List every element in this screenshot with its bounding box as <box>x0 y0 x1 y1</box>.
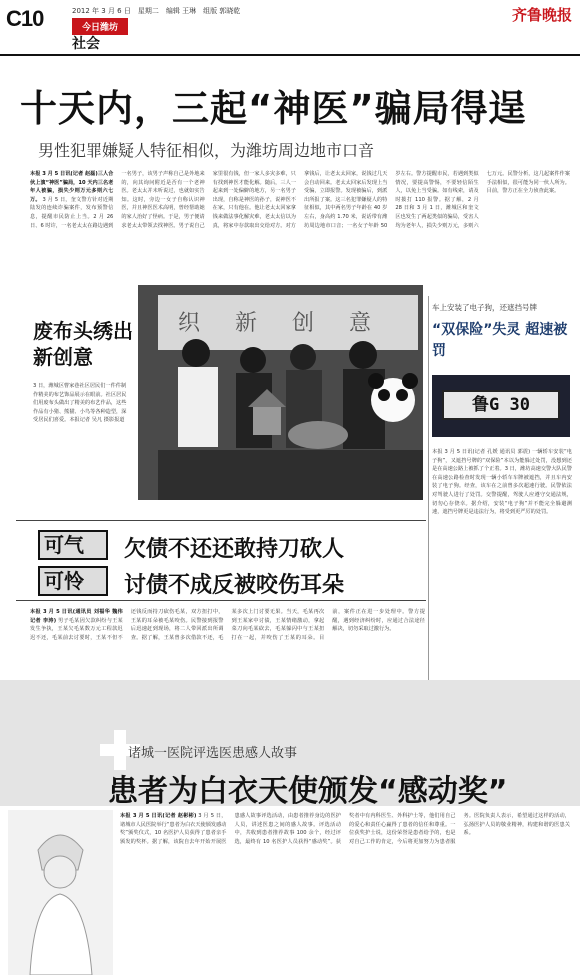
sidebar-divider <box>428 296 429 696</box>
lower-story-body-text: 3 月 5 日，诸城市人民医院举行“患者为白衣天使颁发感动奖”颁奖仪式，10 名医护人员获得了患者亲手颁发的奖杯。据了解，该院自去年开始开展医患感人故事评选活动，由患者推荐身边的医护人员，讲述医患之间的感人故事。评选活动中，共收到患者推荐故事 100 余个，经过评选，最终有 10 名医护人员获得“感动奖”。获奖者中有内科医生、外科护士等，他们用自己的爱心和责任心赢得了患者的信任和尊重。一位获奖护士说，这份荣誉是患者给予的，也是对自己工作的肯定，今后将更加努力为患者服务。医院负责人表示，希望通过这样的活动，弘扬医护人员的敬业精神，构建和谐的医患关系。 <box>120 813 570 845</box>
license-plate: 鲁G 30 <box>442 390 560 420</box>
rule-bottom <box>16 600 426 601</box>
lower-story-body <box>120 812 570 972</box>
nurse-illustration <box>8 810 113 975</box>
lead-body <box>30 170 570 280</box>
lead-body-text: 3 月 5 日，奎文警方针对近期陆发的连续诈骗案件，发布预警信息，提醒市民防止上当。2 月 26 日、6 时许，一名老太太在路边遇到一名男子，该男子声称自己是外地来的，向其询问附近是否有一个老神医。老太太并未听说过，也就如实告知。这时，旁边一女子自称认识神医，并且神医医术高明，曾经帮助她的家人治好了怪病。于是，男子便请求老太太带领去找神医。男子说自己家里很有钱，但一家人多灾多难，只有找到神医才能化解。随后，三人一起来到一处偏僻的地方，另一名男子出现，自称是神医的孙子，说神医不在家，只有他在。他让老太太回家拿钱来做法事化解灾难，老太太信以为真，将家中存款取出交给对方。对方拿钱后，让老太太回家，说钱过几天会自动回来。老太太回家后发现上当受骗，立即报警。发现被骗后，到派出所报了案。这三名犯罪嫌疑人的特征相似，其中两名男子年龄在 40 岁左右，身高约 1.70 米，说话带有潍坊周边地市口音；一名女子年龄 50 岁左右。警方提醒市民，若遇到类似情况，要提高警惕，不要轻信陌生人，以免上当受骗。如有线索，请及时拨打 110 报警。据了解，2 月 28 日和 3 月 1 日，潍城区和奎文区也发生了两起类似的骗局，受害人均为老年人，损失少则万元，多则六七万元。民警分析，这几起案件作案手法相似，很可能为同一伙人所为。目前，警方正在全力侦查此案。 <box>30 171 570 229</box>
photo-story-text: 3 日，潍城区曹家巷社区居民们一件件制作精美的布艺饰品展示在眼前。社区居民们用废布头做出了精美的布艺作品，这些作品有小猪、熊猫、小鸟等各种造型，深受居民们喜爱。本报记者 吴凡 摄影报道 <box>33 383 127 424</box>
sidebar-kicker: 车上安装了电子狗，还遮挡号牌 <box>432 303 537 312</box>
sidebar-title: “双保险”失灵 超速被罚 <box>432 322 568 359</box>
page-number: C10 <box>6 6 44 31</box>
sidebar-body: 本报 3 月 5 日讯(记者 孔媛 通讯员 郭震) 一辆轿车安装“电子狗”，又遮挡号牌的“双保险”本以为能躲过处罚，没想到还是在高速公路上被抓了个正着。3 日，潍坊高速交警大队民警在高速公路检查时发现一辆小轿车车牌被遮挡，并且车内安装了电子狗。经查，该车在之前曾多次超速行驶。民警依法对驾驶人进行了处罚。交警提醒，驾驶人应遵守交通法规，切勿心存侥幸。据介绍，安装“电子狗”并不能完全躲避测速，遮挡号牌更是违法行为，将受到更严厉的处罚。 <box>432 449 572 516</box>
lower-story-lede: 本报 3 月 5 日讯(记者 赵彬彬) <box>120 813 197 819</box>
debt-lede: 本报 3 月 5 日讯(通讯员 刘福华 魏伟 记者 李涛) <box>30 609 123 624</box>
banner-sign: 织 新 创 意 <box>178 311 385 336</box>
lead-lede: 本报 3 月 5 日讯(记者 赵磊)三人合伙上演“神医”骗局，10 天内三名老年人被骗，损失少则万元多则六七万。 <box>30 171 114 203</box>
debt-headline-2: 讨债不成反被咬伤耳朵 <box>124 573 345 598</box>
debt-headline-1: 欠债不还还敢持刀砍人 <box>124 537 345 562</box>
lead-headline: 十天内，三起“神医”骗局得逞 <box>20 87 527 130</box>
section-tag: 今日潍坊 <box>72 18 128 35</box>
section-name: 社会 <box>72 36 100 52</box>
debt-body-text: 男子毛某因欠款纠纷与王某发生争执，王某欠毛某数万元工程款迟迟不还，毛某前去讨要时，王某不但不还钱反而持刀砍伤毛某，双方扭打中，王某的耳朵被毛某咬伤。民警接到报警后迅速赶到现场，将二人带回派出所调查。据了解，王某曾多次借款不还，毛某多次上门讨要无果。当天，毛某再次到王某家中讨债，王某情绪激动，拿起菜刀向毛某砍去，毛某躲闪中与王某扭打在一起，并咬伤了王某的耳朵。目前，案件正在进一步处理中。警方提醒，遇到经济纠纷时，应通过合法途径解决，切勿采取过激行为。 <box>30 609 425 641</box>
lead-subhead: 男性犯罪嫌疑人特征相似，为潍坊周边地市口音 <box>38 141 375 160</box>
lower-story-headline: 患者为白衣天使颁发“感动奖” <box>108 774 508 809</box>
debt-label-1: 可气 <box>38 530 108 560</box>
debt-body <box>30 608 425 678</box>
debt-label-2: 可怜 <box>38 566 108 596</box>
header-meta: 2012 年 3 月 6 日 星期二 编辑 王琳 组版 郭晓乾 <box>72 7 241 15</box>
lower-story-kicker: 诸城一医院评选医患感人故事 <box>128 746 298 761</box>
page-header <box>0 0 580 56</box>
paper-logo: 齐鲁晚报 <box>511 6 572 24</box>
photo-story-title: 废布头绣出新创意 <box>33 319 133 369</box>
rule-top <box>16 520 426 521</box>
